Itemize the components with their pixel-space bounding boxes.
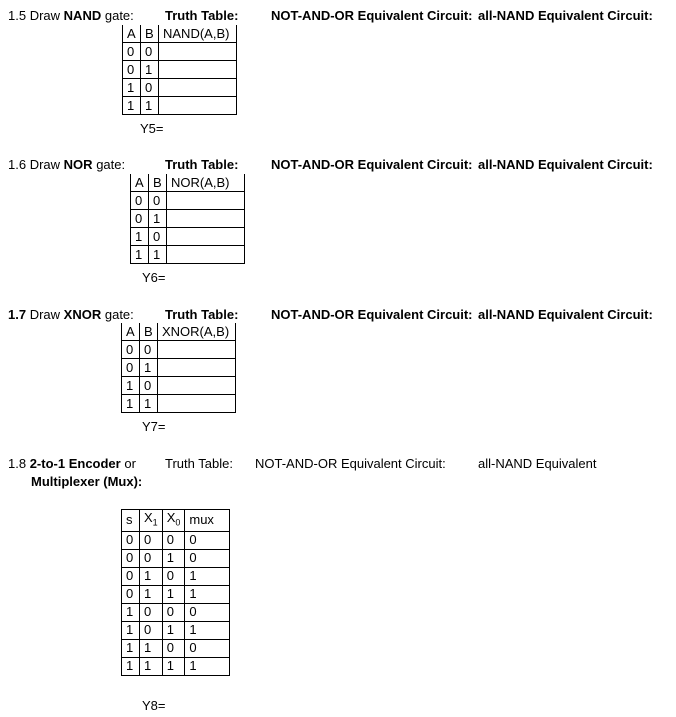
table-cell: 0 bbox=[122, 341, 140, 359]
table-cell: 0 bbox=[141, 79, 159, 97]
header-cell: B bbox=[149, 174, 167, 192]
table-cell: 1 bbox=[149, 246, 167, 264]
all-nand-label: all-NAND Equivalent Circuit: bbox=[478, 307, 653, 322]
answer-cell[interactable] bbox=[158, 377, 236, 395]
table-row bbox=[122, 359, 236, 377]
gate-name: XNOR bbox=[63, 307, 102, 322]
table-cell: 1 bbox=[122, 377, 140, 395]
truth-table-label: Truth Table: bbox=[165, 8, 239, 23]
xnor-truth-table bbox=[121, 323, 236, 413]
output-label: Y6= bbox=[142, 270, 166, 285]
table-cell: 0 bbox=[140, 377, 158, 395]
truth-table-label: Truth Table: bbox=[165, 157, 239, 172]
table-header-row bbox=[131, 174, 245, 192]
section-number: 1.7 bbox=[8, 307, 27, 322]
answer-cell[interactable] bbox=[167, 210, 245, 228]
table-row bbox=[123, 61, 237, 79]
table-row bbox=[122, 585, 230, 603]
table-row bbox=[123, 97, 237, 115]
table-cell: 0 bbox=[131, 210, 149, 228]
gate-name: NOR bbox=[63, 157, 93, 172]
output-label: Y5= bbox=[140, 121, 164, 136]
table-cell: 0 bbox=[140, 603, 163, 621]
answer-cell[interactable] bbox=[159, 61, 237, 79]
header-sub: 0 bbox=[175, 517, 181, 528]
table-cell: 0 bbox=[149, 192, 167, 210]
section-1-7-heading bbox=[8, 307, 134, 323]
answer-cell[interactable] bbox=[167, 246, 245, 264]
table-cell: 1 bbox=[149, 210, 167, 228]
header-cell: NAND(A,B) bbox=[159, 25, 237, 43]
section-1-5-heading bbox=[8, 8, 134, 24]
table-cell: 0 bbox=[122, 567, 140, 585]
header-x: X bbox=[144, 510, 153, 525]
section-prefix: Draw bbox=[29, 8, 61, 23]
table-cell: 1 bbox=[131, 228, 149, 246]
table-cell: 1 bbox=[140, 395, 158, 413]
not-and-or-label: NOT-AND-OR Equivalent Circuit: bbox=[271, 157, 473, 172]
table-cell: 1 bbox=[140, 639, 163, 657]
header-cell: A bbox=[123, 25, 141, 43]
header-cell: A bbox=[131, 174, 149, 192]
header-cell: B bbox=[141, 25, 159, 43]
answer-cell[interactable] bbox=[158, 359, 236, 377]
header-cell: s bbox=[122, 510, 140, 532]
table-row bbox=[131, 246, 245, 264]
table-row bbox=[122, 395, 236, 413]
table-cell: 0 bbox=[123, 43, 141, 61]
table-row bbox=[122, 621, 230, 639]
table-row bbox=[122, 549, 230, 567]
answer-cell[interactable] bbox=[159, 97, 237, 115]
answer-cell[interactable] bbox=[158, 395, 236, 413]
answer-cell[interactable] bbox=[159, 43, 237, 61]
table-cell: 1 bbox=[122, 621, 140, 639]
table-row bbox=[131, 228, 245, 246]
table-cell: 1 bbox=[122, 395, 140, 413]
table-cell: 0 bbox=[185, 603, 230, 621]
table-cell: 1 bbox=[131, 246, 149, 264]
table-cell: 0 bbox=[162, 639, 185, 657]
table-cell: 1 bbox=[185, 585, 230, 603]
table-cell: 0 bbox=[140, 531, 163, 549]
output-label: Y8= bbox=[142, 698, 166, 713]
table-cell: 1 bbox=[185, 567, 230, 585]
table-cell: 0 bbox=[131, 192, 149, 210]
table-row bbox=[122, 567, 230, 585]
all-nand-label: all-NAND Equivalent Circuit: bbox=[478, 8, 653, 23]
table-cell: 1 bbox=[141, 97, 159, 115]
table-row bbox=[123, 43, 237, 61]
table-row bbox=[131, 210, 245, 228]
section-number: 1.8 bbox=[8, 456, 27, 471]
table-cell: 0 bbox=[123, 61, 141, 79]
table-cell: 0 bbox=[149, 228, 167, 246]
section-title-line2: Multiplexer (Mux): bbox=[31, 474, 143, 489]
table-cell: 1 bbox=[140, 585, 163, 603]
header-cell: XNOR(A,B) bbox=[158, 323, 236, 341]
table-cell: 1 bbox=[122, 657, 140, 675]
table-row bbox=[122, 657, 230, 675]
table-row bbox=[122, 639, 230, 657]
table-header-row bbox=[122, 323, 236, 341]
table-cell: 0 bbox=[162, 567, 185, 585]
header-cell bbox=[162, 510, 185, 532]
section-number: 1.5 bbox=[8, 8, 27, 23]
table-cell: 1 bbox=[122, 639, 140, 657]
table-cell: 0 bbox=[162, 531, 185, 549]
table-row bbox=[122, 603, 230, 621]
not-and-or-label: NOT-AND-OR Equivalent Circuit: bbox=[271, 307, 473, 322]
gate-name: NAND bbox=[63, 8, 102, 23]
not-and-or-label: NOT-AND-OR Equivalent Circuit: bbox=[255, 456, 446, 471]
table-cell: 1 bbox=[162, 621, 185, 639]
section-or: or bbox=[124, 456, 136, 471]
table-row bbox=[122, 377, 236, 395]
table-cell: 1 bbox=[122, 603, 140, 621]
table-cell: 0 bbox=[122, 531, 140, 549]
table-cell: 0 bbox=[140, 549, 163, 567]
section-1-8-heading bbox=[8, 456, 136, 472]
table-cell: 0 bbox=[185, 531, 230, 549]
table-cell: 1 bbox=[140, 657, 163, 675]
header-x: X bbox=[166, 510, 176, 525]
table-cell: 1 bbox=[123, 79, 141, 97]
all-nand-label: all-NAND Equivalent bbox=[478, 456, 597, 471]
table-cell: 1 bbox=[185, 657, 230, 675]
table-cell: 1 bbox=[162, 585, 185, 603]
table-cell: 1 bbox=[162, 549, 185, 567]
table-row bbox=[122, 531, 230, 549]
table-row bbox=[123, 79, 237, 97]
answer-cell[interactable] bbox=[159, 79, 237, 97]
not-and-or-label: NOT-AND-OR Equivalent Circuit: bbox=[271, 8, 473, 23]
table-cell: 1 bbox=[140, 359, 158, 377]
section-title: 2-to-1 Encoder bbox=[29, 456, 121, 471]
table-cell: 1 bbox=[185, 621, 230, 639]
table-cell: 0 bbox=[162, 603, 185, 621]
section-suffix: gate: bbox=[104, 307, 134, 322]
section-suffix: gate: bbox=[96, 157, 126, 172]
table-cell: 0 bbox=[140, 621, 163, 639]
header-sub: 1 bbox=[152, 517, 158, 528]
section-1-6-heading bbox=[8, 157, 125, 173]
table-cell: 1 bbox=[140, 567, 163, 585]
table-cell: 0 bbox=[122, 549, 140, 567]
header-cell: A bbox=[122, 323, 140, 341]
table-cell: 0 bbox=[185, 639, 230, 657]
table-cell: 1 bbox=[123, 97, 141, 115]
header-cell bbox=[140, 510, 163, 532]
all-nand-label: all-NAND Equivalent Circuit: bbox=[478, 157, 653, 172]
answer-cell[interactable] bbox=[167, 228, 245, 246]
table-header-row bbox=[123, 25, 237, 43]
table-row bbox=[131, 192, 245, 210]
table-header-row bbox=[122, 510, 230, 532]
header-cell: NOR(A,B) bbox=[167, 174, 245, 192]
section-suffix: gate: bbox=[104, 8, 134, 23]
section-number: 1.6 bbox=[8, 157, 27, 172]
output-label: Y7= bbox=[142, 419, 166, 434]
truth-table-label: Truth Table: bbox=[165, 307, 239, 322]
nor-truth-table bbox=[130, 174, 245, 264]
table-cell: 0 bbox=[140, 341, 158, 359]
table-cell: 1 bbox=[162, 657, 185, 675]
section-prefix: Draw bbox=[29, 157, 61, 172]
mux-truth-table bbox=[121, 509, 230, 676]
table-cell: 0 bbox=[122, 359, 140, 377]
section-prefix: Draw bbox=[29, 307, 61, 322]
header-cell: mux bbox=[185, 510, 230, 532]
nand-truth-table bbox=[122, 25, 237, 115]
table-row bbox=[122, 341, 236, 359]
answer-cell[interactable] bbox=[158, 341, 236, 359]
answer-cell[interactable] bbox=[167, 192, 245, 210]
table-cell: 0 bbox=[141, 43, 159, 61]
table-cell: 1 bbox=[141, 61, 159, 79]
header-cell: B bbox=[140, 323, 158, 341]
table-cell: 0 bbox=[185, 549, 230, 567]
table-cell: 0 bbox=[122, 585, 140, 603]
truth-table-label: Truth Table: bbox=[165, 456, 233, 471]
